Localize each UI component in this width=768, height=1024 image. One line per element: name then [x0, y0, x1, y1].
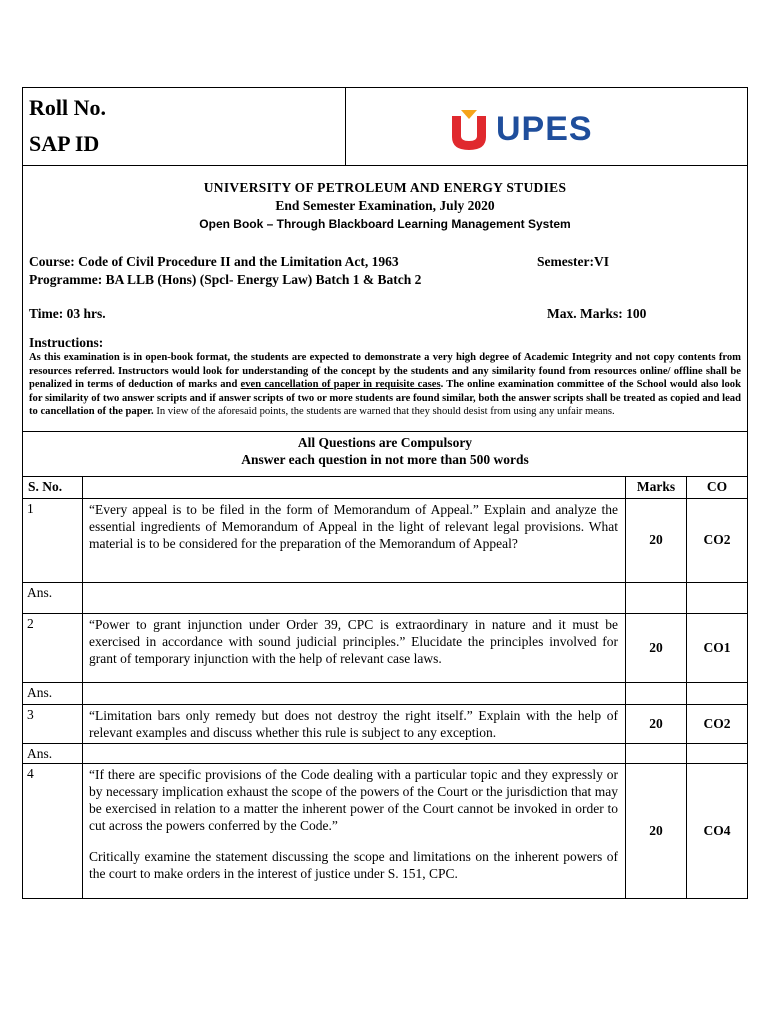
logo-cell: [346, 88, 748, 166]
compulsory-cell: [23, 431, 748, 476]
question-header: [83, 476, 626, 498]
answer-row: [23, 682, 748, 704]
sno-header: S. No.: [23, 476, 83, 498]
answer-row: [23, 582, 748, 613]
table-row: [23, 763, 748, 898]
table-row: [23, 704, 748, 743]
exam-header-cell: [23, 166, 748, 432]
q2-ans-label: Ans.: [23, 682, 83, 704]
q4-text-para2: Critically examine the statement discussing the scope and limitations on the inherent powers of the court to make orders in the interest of justice under S. 151, CPC.: [89, 848, 618, 881]
q3-sno: 3: [23, 704, 83, 743]
q1-ans-label: Ans.: [23, 582, 83, 613]
roll-sap-cell: [23, 88, 346, 166]
q2-marks: 20: [626, 613, 687, 682]
table-header-row: [23, 476, 748, 498]
table-row: [23, 613, 748, 682]
upes-shield-icon: [452, 110, 486, 150]
instructions-warning: In view of the aforesaid points, the students are warned that they should desist from using any unfair means.: [153, 406, 615, 418]
q1-sno: 1: [23, 498, 83, 582]
course-name: Course: Code of Civil Procedure II and the Limitation Act, 1963: [29, 254, 399, 269]
roll-no-label: Roll No.: [29, 95, 106, 120]
q2-sno: 2: [23, 613, 83, 682]
q3-text: “Limitation bars only remedy but does not destroy the right itself.” Explain with the help of relevant examples and discuss whether this rule is subject to any exception.: [83, 704, 626, 743]
sap-id-label: SAP ID: [29, 131, 100, 156]
exam-mode: Open Book – Through Blackboard Learning Management System: [199, 217, 571, 231]
q4-co: CO4: [687, 763, 748, 898]
compulsory-line1: All Questions are Compulsory: [297, 434, 473, 450]
upes-logo: [452, 110, 747, 150]
course-row: [29, 253, 741, 271]
max-marks: Max. Marks: 100: [547, 306, 647, 321]
q2-text: “Power to grant injunction under Order 39, CPC is extraordinary in nature and it must be exercised in accordance with sound judicial principles.” Elucidate the principles involved for grant of temporary injunction with the help of relevant case laws.: [83, 613, 626, 682]
time-row: [29, 305, 741, 323]
q1-ans-space[interactable]: [83, 582, 626, 613]
q2-ans-space[interactable]: [83, 682, 626, 704]
semester: Semester:VI: [537, 254, 609, 269]
compulsory-line2: Answer each question in not more than 500 words: [241, 451, 529, 467]
q4-marks: 20: [626, 763, 687, 898]
programme: Programme: BA LLB (Hons) (Spcl- Energy Law) Batch 1 & Batch 2: [29, 272, 422, 287]
q1-co: CO2: [687, 498, 748, 582]
instructions-underlined: even cancellation of paper in requisite cases: [240, 379, 441, 391]
university-name: UNIVERSITY OF PETROLEUM AND ENERGY STUDIES: [203, 180, 567, 195]
questions-table: [22, 476, 748, 899]
header-frame: [22, 87, 748, 477]
q3-ans-label: Ans.: [23, 743, 83, 763]
instructions-text: [29, 351, 741, 419]
q3-ans-space[interactable]: [83, 743, 626, 763]
q4-text: [83, 763, 626, 898]
q3-co: CO2: [687, 704, 748, 743]
co-header: CO: [687, 476, 748, 498]
q4-text-para1: “If there are specific provisions of the Code dealing with a particular topic and they expressly or by necessary implication exhaust the scope of the powers of the Court or the jurisdiction that may be exercised in relation to a matter the inherent power of the Court cannot be invoked in order to cut across the powers conferred by the Code.”: [89, 766, 618, 833]
q1-marks: 20: [626, 498, 687, 582]
programme-row: [29, 271, 741, 289]
q2-co: CO1: [687, 613, 748, 682]
q3-marks: 20: [626, 704, 687, 743]
instructions-part3: . The online examination committee of the School would also look for similarity of two answer scripts and if answer scripts of two or more students are found similar, both the answer scripts shall be treated as copied and lead to cancellation of the paper.: [29, 379, 741, 418]
marks-header: Marks: [626, 476, 687, 498]
instructions-heading: Instructions:: [29, 335, 104, 350]
q4-sno: 4: [23, 763, 83, 898]
logo-text: UPES: [496, 110, 593, 148]
table-row: [23, 498, 748, 582]
answer-row: [23, 743, 748, 763]
exam-paper: [22, 87, 747, 899]
q1-text: “Every appeal is to be filed in the form of Memorandum of Appeal.” Explain and analyze the essential ingredients of Memorandum of Appeal in the light of relevant legal provisions. What material is to be considered for the preparation of the Memorandum of Appeal?: [83, 498, 626, 582]
time: Time: 03 hrs.: [29, 306, 106, 321]
instructions-part1: As this examination is in open-book format, the students are expected to demonstrate a very high degree of Academic Integrity and not copy contents from resources referred. Instructors would look for understanding of the concept by the students and any similarity found from resources online/ offline shall be penalized in terms of deduction of marks and: [29, 352, 741, 391]
exam-title: End Semester Examination, July 2020: [275, 198, 495, 213]
